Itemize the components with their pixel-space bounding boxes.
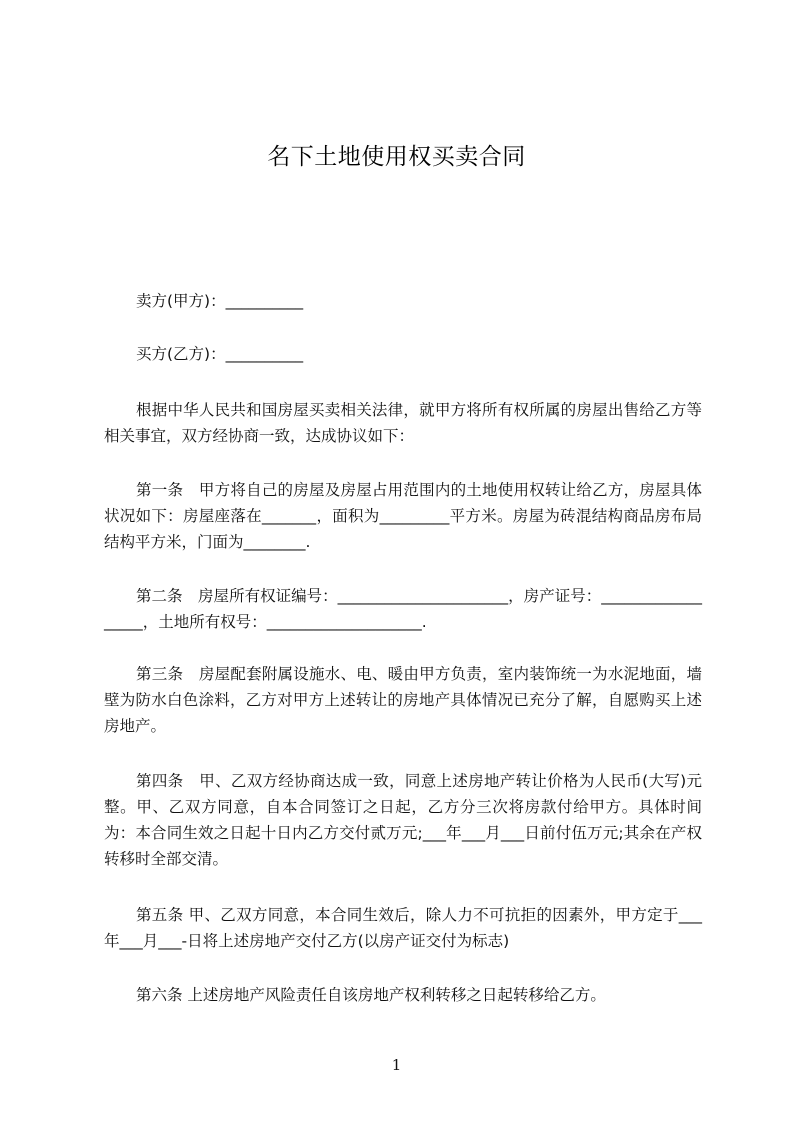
page-number: 1 [391, 1056, 402, 1074]
article-3: 第三条 房屋配套附属设施水、电、暖由甲方负责，室内装饰统一为水泥地面，墙壁为防水白色涂料，乙方对甲方上述转让的房地产具体情况已充分了解，自愿购买上述房地产。 [104, 665, 702, 735]
article-5: 第五条 甲、乙双方同意，本合同生效后，除人力不可抗拒的因素外，甲方定于___年___月___-日将上述房地产交付乙方(以房产证交付为标志) [104, 906, 702, 950]
intro-paragraph: 根据中华人民共和国房屋买卖相关法律，就甲方将所有权所属的房屋出售给乙方等相关事宜，双方经协商一致，达成协议如下： [104, 401, 702, 445]
seller-line: 卖方(甲方)：__________ [136, 292, 304, 310]
buyer-line: 买方(乙方)：__________ [136, 345, 304, 363]
contract-title: 名下土地使用权买卖合同 [267, 144, 526, 170]
article-1: 第一条 甲方将自己的房屋及房屋占用范围内的土地使用权转让给乙方，房屋具体状况如下：房屋座落在_______，面积为_________平方米。房屋为砖混结构商品房布局结构平方米，门面为________. [104, 481, 702, 551]
article-6: 第六条 上述房地产风险责任自该房地产权利转移之日起转移给乙方。 [136, 986, 606, 1004]
article-4: 第四条 甲、乙双方经协商达成一致，同意上述房地产转让价格为人民币(大写)元整。甲、乙双方同意，自本合同签订之日起，乙方分三次将房款付给甲方。具体时间为：本合同生效之日起十日内乙方交付贰万元;___年___月___日前付伍万元;其余在产权转移时全部交清。 [104, 772, 702, 868]
article-2: 第二条 房屋所有权证编号：______________________，房产证号：__________________，土地所有权号：____________________. [104, 587, 702, 631]
